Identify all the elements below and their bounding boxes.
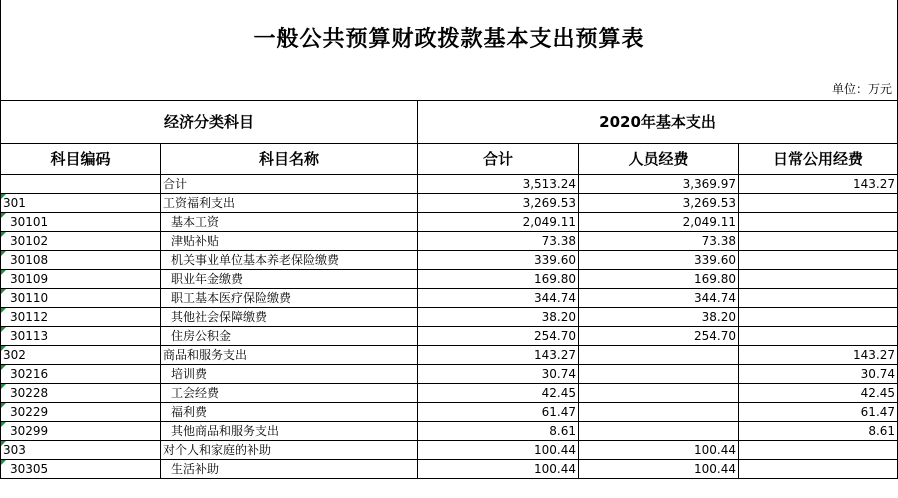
unit-label: 单位：万元	[831, 82, 892, 96]
public-cell	[739, 308, 898, 327]
personnel-cell	[579, 365, 739, 384]
subject-name-cell-text: 对个人和家庭的补助	[163, 443, 272, 457]
personnel-cell	[579, 194, 739, 213]
subject-code-cell-text: 30101	[10, 215, 49, 229]
cell-indicator-icon	[1, 460, 6, 465]
subject-code-cell	[1, 441, 161, 460]
subject-name-cell-text: 福利费	[171, 405, 208, 419]
personnel-cell	[579, 384, 739, 403]
subject-name-cell	[161, 403, 418, 422]
cell-indicator-icon	[1, 289, 6, 294]
table-row	[1, 346, 898, 365]
total-cell	[418, 384, 579, 403]
total-cell	[418, 327, 579, 346]
personnel-cell	[579, 308, 739, 327]
personnel-cell	[579, 422, 739, 441]
personnel-cell-text: 100.44	[694, 462, 737, 476]
personnel-cell-text: 169.80	[694, 272, 737, 286]
table-row	[1, 251, 898, 270]
total-cell	[418, 270, 579, 289]
cell-indicator-icon	[1, 422, 6, 427]
personnel-cell	[579, 175, 739, 194]
cell-indicator-icon	[1, 270, 6, 275]
total-cell-text: 169.80	[534, 272, 577, 286]
subject-name-cell-text: 工会经费	[171, 386, 220, 400]
subject-name-cell	[161, 346, 418, 365]
public-cell	[739, 213, 898, 232]
public-cell	[739, 422, 898, 441]
subject-code-cell	[1, 213, 161, 232]
subject-code-cell	[1, 403, 161, 422]
cell-indicator-icon	[1, 441, 6, 446]
table-row	[1, 422, 898, 441]
public-cell	[739, 384, 898, 403]
total-cell	[418, 441, 579, 460]
public-cell-text: 143.27	[853, 177, 896, 191]
public-cell	[739, 289, 898, 308]
header-basic-expenditure-2020: 2020年基本支出	[418, 101, 898, 144]
public-cell-text: 143.27	[853, 348, 896, 362]
total-cell-text: 254.70	[534, 329, 577, 343]
subject-name-cell-text: 商品和服务支出	[163, 348, 248, 362]
table-row	[1, 384, 898, 403]
total-cell-text: 3,269.53	[522, 196, 577, 210]
subject-name-cell	[161, 194, 418, 213]
table-row	[1, 403, 898, 422]
table-row	[1, 365, 898, 384]
subject-code-cell-text: 30229	[10, 405, 49, 419]
total-cell	[418, 403, 579, 422]
subject-code-cell	[1, 308, 161, 327]
subject-name-cell-text: 津贴补贴	[171, 234, 220, 248]
table-row	[1, 289, 898, 308]
header-column-row	[1, 144, 898, 175]
subject-name-cell-text: 合计	[163, 177, 188, 191]
subject-code-cell-text: 30102	[10, 234, 49, 248]
cell-indicator-icon	[1, 232, 6, 237]
public-cell	[739, 346, 898, 365]
table-row	[1, 308, 898, 327]
header-economic-classification: 经济分类科目	[1, 101, 418, 144]
total-cell-text: 339.60	[534, 253, 577, 267]
subject-code-cell-text: 30228	[10, 386, 49, 400]
table-row	[1, 270, 898, 289]
total-cell	[418, 232, 579, 251]
subject-name-cell	[161, 213, 418, 232]
cell-indicator-icon	[1, 213, 6, 218]
header-group-row	[1, 101, 898, 144]
public-cell	[739, 194, 898, 213]
subject-code-cell-text: 30299	[10, 424, 49, 438]
total-cell-text: 61.47	[541, 405, 577, 419]
total-cell	[418, 460, 579, 479]
personnel-cell-text: 73.38	[701, 234, 737, 248]
subject-name-cell	[161, 270, 418, 289]
header-subject-name: 科目名称	[161, 144, 418, 175]
subject-name-cell-text: 机关事业单位基本养老保险缴费	[171, 253, 340, 267]
cell-indicator-icon	[1, 327, 6, 332]
subject-name-cell-text: 其他商品和服务支出	[171, 424, 280, 438]
personnel-cell	[579, 346, 739, 365]
total-cell	[418, 175, 579, 194]
personnel-cell-text: 38.20	[701, 310, 737, 324]
cell-indicator-icon	[1, 346, 6, 351]
personnel-cell-text: 254.70	[694, 329, 737, 343]
header-public-expense: 日常公用经费	[739, 144, 898, 175]
public-cell-text: 42.45	[860, 386, 896, 400]
total-cell	[418, 346, 579, 365]
subject-code-cell-text: 302	[3, 348, 26, 362]
personnel-cell-text: 3,369.97	[682, 177, 737, 191]
personnel-cell	[579, 251, 739, 270]
total-cell	[418, 365, 579, 384]
subject-name-cell	[161, 384, 418, 403]
subject-code-cell-text: 30109	[10, 272, 49, 286]
subject-name-cell	[161, 308, 418, 327]
personnel-cell	[579, 289, 739, 308]
public-cell	[739, 232, 898, 251]
subject-code-cell	[1, 460, 161, 479]
personnel-cell-text: 2,049.11	[682, 215, 737, 229]
subject-code-cell	[1, 346, 161, 365]
personnel-cell-text: 3,269.53	[682, 196, 737, 210]
public-cell	[739, 251, 898, 270]
total-cell	[418, 422, 579, 441]
total-cell	[418, 194, 579, 213]
subject-name-cell-text: 其他社会保障缴费	[171, 310, 268, 324]
subject-name-cell	[161, 251, 418, 270]
subject-code-cell	[1, 327, 161, 346]
public-cell	[739, 175, 898, 194]
total-cell	[418, 213, 579, 232]
subject-code-cell	[1, 232, 161, 251]
subject-name-cell	[161, 365, 418, 384]
subject-code-cell	[1, 270, 161, 289]
subject-code-cell-text: 30110	[10, 291, 49, 305]
total-cell-text: 100.44	[534, 443, 577, 457]
total-cell	[418, 289, 579, 308]
total-cell-text: 73.38	[541, 234, 577, 248]
public-cell	[739, 441, 898, 460]
subject-code-cell	[1, 289, 161, 308]
total-cell-text: 42.45	[541, 386, 577, 400]
header-personnel-expense: 人员经费	[579, 144, 739, 175]
subject-name-cell-text: 住房公积金	[171, 329, 232, 343]
subject-code-cell	[1, 251, 161, 270]
table-row	[1, 460, 898, 479]
subject-name-cell-text: 职业年金缴费	[171, 272, 244, 286]
subject-code-cell-text: 303	[3, 443, 26, 457]
cell-indicator-icon	[1, 403, 6, 408]
subject-code-cell	[1, 175, 161, 194]
subject-code-cell-text: 30108	[10, 253, 49, 267]
header-subject-code: 科目编码	[1, 144, 161, 175]
total-cell	[418, 308, 579, 327]
subject-code-cell-text: 30112	[10, 310, 49, 324]
personnel-cell	[579, 460, 739, 479]
personnel-cell	[579, 403, 739, 422]
total-cell-text: 2,049.11	[522, 215, 577, 229]
subject-code-cell-text: 301	[3, 196, 26, 210]
public-cell	[739, 365, 898, 384]
subject-code-cell-text: 30113	[10, 329, 49, 343]
table-row	[1, 213, 898, 232]
subject-name-cell	[161, 232, 418, 251]
public-cell-text: 8.61	[868, 424, 896, 438]
personnel-cell	[579, 327, 739, 346]
page-title: 一般公共预算财政拨款基本支出预算表	[253, 27, 645, 52]
personnel-cell	[579, 441, 739, 460]
personnel-cell-text: 339.60	[694, 253, 737, 267]
cell-indicator-icon	[1, 194, 6, 199]
subject-name-cell	[161, 422, 418, 441]
table-row	[1, 175, 898, 194]
subject-code-cell	[1, 194, 161, 213]
budget-table	[0, 100, 898, 479]
subject-name-cell-text: 工资福利支出	[163, 196, 236, 210]
personnel-cell	[579, 270, 739, 289]
total-cell-text: 38.20	[541, 310, 577, 324]
public-cell-text: 30.74	[860, 367, 896, 381]
public-cell-text: 61.47	[860, 405, 896, 419]
subject-name-cell	[161, 327, 418, 346]
table-row	[1, 327, 898, 346]
table-row	[1, 232, 898, 251]
cell-indicator-icon	[1, 365, 6, 370]
subject-code-cell-text: 30305	[10, 462, 49, 476]
table-row	[1, 441, 898, 460]
total-cell-text: 8.61	[549, 424, 577, 438]
cell-indicator-icon	[1, 384, 6, 389]
cell-indicator-icon	[1, 308, 6, 313]
public-cell	[739, 270, 898, 289]
total-cell-text: 344.74	[534, 291, 577, 305]
public-cell	[739, 327, 898, 346]
subject-name-cell	[161, 441, 418, 460]
public-cell	[739, 460, 898, 479]
total-cell-text: 3,513.24	[522, 177, 577, 191]
public-cell	[739, 403, 898, 422]
subject-code-cell	[1, 384, 161, 403]
total-cell	[418, 251, 579, 270]
cell-indicator-icon	[1, 251, 6, 256]
subject-name-cell	[161, 289, 418, 308]
subject-name-cell	[161, 460, 418, 479]
subject-name-cell-text: 基本工资	[171, 215, 220, 229]
subject-name-cell-text: 生活补助	[171, 462, 220, 476]
personnel-cell	[579, 213, 739, 232]
subject-code-cell	[1, 365, 161, 384]
subject-name-cell	[161, 175, 418, 194]
subject-name-cell-text: 培训费	[171, 367, 208, 381]
personnel-cell	[579, 232, 739, 251]
total-cell-text: 100.44	[534, 462, 577, 476]
subject-name-cell-text: 职工基本医疗保险缴费	[171, 291, 292, 305]
subject-code-cell	[1, 422, 161, 441]
subject-code-cell-text: 30216	[10, 367, 49, 381]
personnel-cell-text: 100.44	[694, 443, 737, 457]
total-cell-text: 30.74	[541, 367, 577, 381]
personnel-cell-text: 344.74	[694, 291, 737, 305]
total-cell-text: 143.27	[534, 348, 577, 362]
table-row	[1, 194, 898, 213]
header-total: 合计	[418, 144, 579, 175]
